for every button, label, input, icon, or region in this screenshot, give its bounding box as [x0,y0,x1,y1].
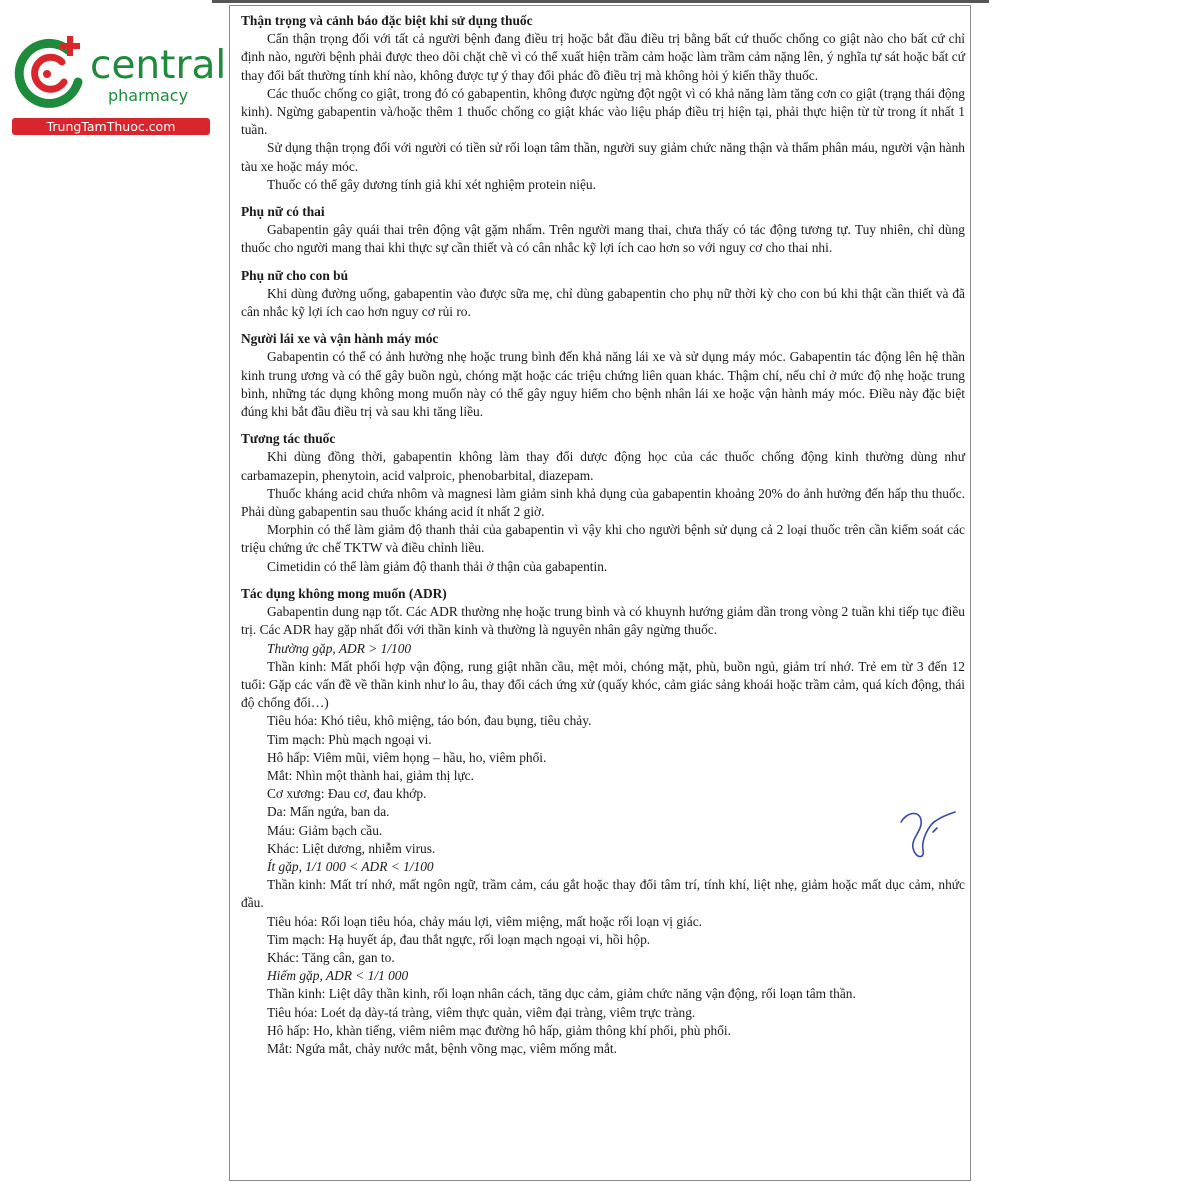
precautions-heading: Thận trọng và cảnh báo đặc biệt khi sử dụng thuốc [241,13,533,28]
adr-item: Thần kinh: Mất phối hợp vận động, rung giật nhãn cầu, mệt mỏi, chóng mặt, phù, buồn ngủ, giảm trí nhớ. Trẻ em từ 3 đến 12 tuổi: Gặp các vấn đề về thần kinh như lo âu, thay đổi cách ứng xử (quấy khóc, cảm giác sảng khoái hoặc trầm cảm, quá kích động, thái độ chống đối…) [241,658,965,711]
interactions-heading: Tương tác thuốc [241,431,336,447]
adr-item: Máu: Giảm bạch cầu. [267,822,383,838]
paragraph: Gabapentin dung nạp tốt. Các ADR thường nhẹ hoặc trung bình và có khuynh hướng giảm dần trong vòng 2 tuần khi tiếp tục điều trị. Các ADR hay gặp nhất đối với thần kinh và thường là nguyên nhân gây ngừng thuốc. [241,604,965,638]
paragraph: Khi dùng đường uống, gabapentin vào được sữa mẹ, chỉ dùng gabapentin cho phụ nữ thời kỳ cho con bú khi thật cần thiết và đã cân nhắc kỹ lợi ích cao hơn nguy cơ rủi ro. [241,285,965,320]
adr-item: Hô hấp: Viêm mũi, viêm họng – hầu, ho, viêm phổi. [267,749,547,765]
paragraph: Sử dụng thận trọng đối với người có tiền sử rối loạn tâm thần, người suy giảm chức năng thận và thẩm phân máu, người vận hành tàu xe hoặc máy móc. [241,140,965,174]
adr-item: Khác: Liệt dương, nhiễm virus. [267,840,436,856]
paragraph: Cẩn thận trọng đối với tất cả người bệnh đang điều trị hoặc bắt đầu điều trị bằng bất cứ thuốc chống co giật nào cho bất cứ chỉ định nào, người bệnh phải được theo dõi chặt chẽ vì có thể xuất hiện trầm cảm hoặc làm trầm cảm nặng lên, ý nghĩa tự sát hoặc bất cứ thay đổi bất thường tính khí nào, không được tự ý thay đổi phác đồ điều trị mà không hỏi ý kiến thầy thuốc. [241,31,965,83]
driving-heading: Người lái xe và vận hành máy móc [241,331,439,347]
adr-item: Tiêu hóa: Khó tiêu, khô miệng, táo bón, đau bụng, tiêu chảy. [267,713,592,729]
brand-url-link[interactable]: TrungTamThuoc.com [12,118,210,135]
adr-uncommon-heading: Ít gặp, 1/1 000 < ADR < 1/100 [267,858,434,874]
adr-heading: Tác dụng không mong muốn (ADR) [241,585,447,601]
adr-item: Tiêu hóa: Rối loạn tiêu hóa, chảy máu lợi, viêm miệng, mất hoặc rối loạn vị giác. [267,913,702,929]
pregnancy-heading: Phụ nữ có thai [241,204,325,220]
paragraph: Gabapentin có thể có ảnh hưởng nhẹ hoặc trung bình đến khả năng lái xe và sử dụng máy móc. Gabapentin tác động lên hệ thần kinh trung ương và có thể gây buồn ngủ, chóng mặt hoặc các triệu chứng liên quan khác. Thậm chí, nếu chỉ ở mức độ nhẹ hoặc trung bình, những tác dụng không mong muốn này có thể gây nguy hiểm cho bệnh nhân lái xe hoặc vận hành máy móc. Điều này đặc biệt đúng khi bắt đầu điều trị và sau khi tăng liều. [241,349,965,420]
adr-common-heading: Thường gặp, ADR > 1/100 [267,640,412,656]
adr-item: Tim mạch: Phù mạch ngoại vi. [267,731,432,747]
handwritten-signature [893,802,963,866]
pharmacy-cross-icon [12,34,92,114]
adr-item: Khác: Tăng cân, gan to. [267,949,395,965]
paragraph: Các thuốc chống co giật, trong đó có gabapentin, không được ngừng đột ngột vì có khả năng làm tăng cơn co giật (trạng thái động kinh). Ngừng gabapentin và/hoặc thêm 1 thuốc chống co giật khác vào liệu pháp điều trị hiện tại, phải thực hiện từ từ trong ít nhất 1 tuần. [241,85,965,138]
brand-logo[interactable] [12,34,227,140]
adr-item: Da: Mẩn ngứa, ban da. [267,804,390,820]
document-content [241,12,965,1058]
adr-item: Cơ xương: Đau cơ, đau khớp. [267,786,427,802]
adr-item: Tim mạch: Hạ huyết áp, đau thắt ngực, rối loạn mạch ngoại vi, hồi hộp. [267,931,651,947]
adr-item: Hô hấp: Ho, khàn tiếng, viêm niêm mạc đường hô hấp, giảm thông khí phổi, phù phổi. [267,1022,731,1038]
paragraph: Cimetidin có thể làm giảm độ thanh thải ở thận của gabapentin. [267,558,608,574]
adr-rare-heading: Hiếm gặp, ADR < 1/1 000 [267,968,409,984]
brand-name: central [90,43,227,88]
paragraph: Thuốc kháng acid chứa nhôm và magnesi làm giảm sinh khả dụng của gabapentin khoảng 20% do ảnh hưởng đến hấp thu thuốc. Phải dùng gabapentin sau thuốc kháng acid ít nhất 2 giờ. [241,485,965,520]
paragraph: Morphin có thể làm giảm độ thanh thải của gabapentin vì vậy khi cho người bệnh sử dụng cả 2 loại thuốc trên cần kiểm soát các triệu chứng ức chế TKTW và điều chỉnh liều. [241,522,965,556]
adr-item: Thần kinh: Liệt dây thần kinh, rối loạn nhân cách, tăng dục cảm, giảm chức năng vận động, rối loạn tâm thần. [267,986,856,1002]
adr-item: Mắt: Nhìn một thành hai, giảm thị lực. [267,767,474,783]
paragraph: Gabapentin gây quái thai trên động vật gặm nhấm. Trên người mang thai, chưa thấy có tác động tương tự. Tuy nhiên, chỉ dùng thuốc cho người mang thai khi thực sự cần thiết và có cân nhắc kỹ lợi ích cao hơn so với nguy cơ cho thai nhi. [241,222,965,256]
lactation-heading: Phụ nữ cho con bú [241,267,349,283]
adr-item: Tiêu hóa: Loét dạ dày-tá tràng, viêm thực quản, viêm đại tràng, viêm trực tràng. [267,1004,696,1020]
paragraph: Thuốc có thể gây dương tính giả khi xét nghiệm protein niệu. [267,176,596,192]
adr-item: Thần kinh: Mất trí nhớ, mất ngôn ngữ, trầm cảm, cáu gắt hoặc thay đổi tâm trí, tính khí, liệt nhẹ, giảm hoặc mất dục cảm, nhức đầu. [241,877,965,911]
paragraph: Khi dùng đồng thời, gabapentin không làm thay đổi dược động học của các thuốc chống động kinh thường dùng như carbamazepin, phenytoin, acid valproic, phenobarbital, diazepam. [241,449,965,483]
page-top-edge [212,0,989,3]
brand-subtitle: pharmacy [108,86,189,105]
adr-item: Mắt: Ngứa mắt, chảy nước mắt, bệnh võng mạc, viêm mống mắt. [267,1040,617,1056]
